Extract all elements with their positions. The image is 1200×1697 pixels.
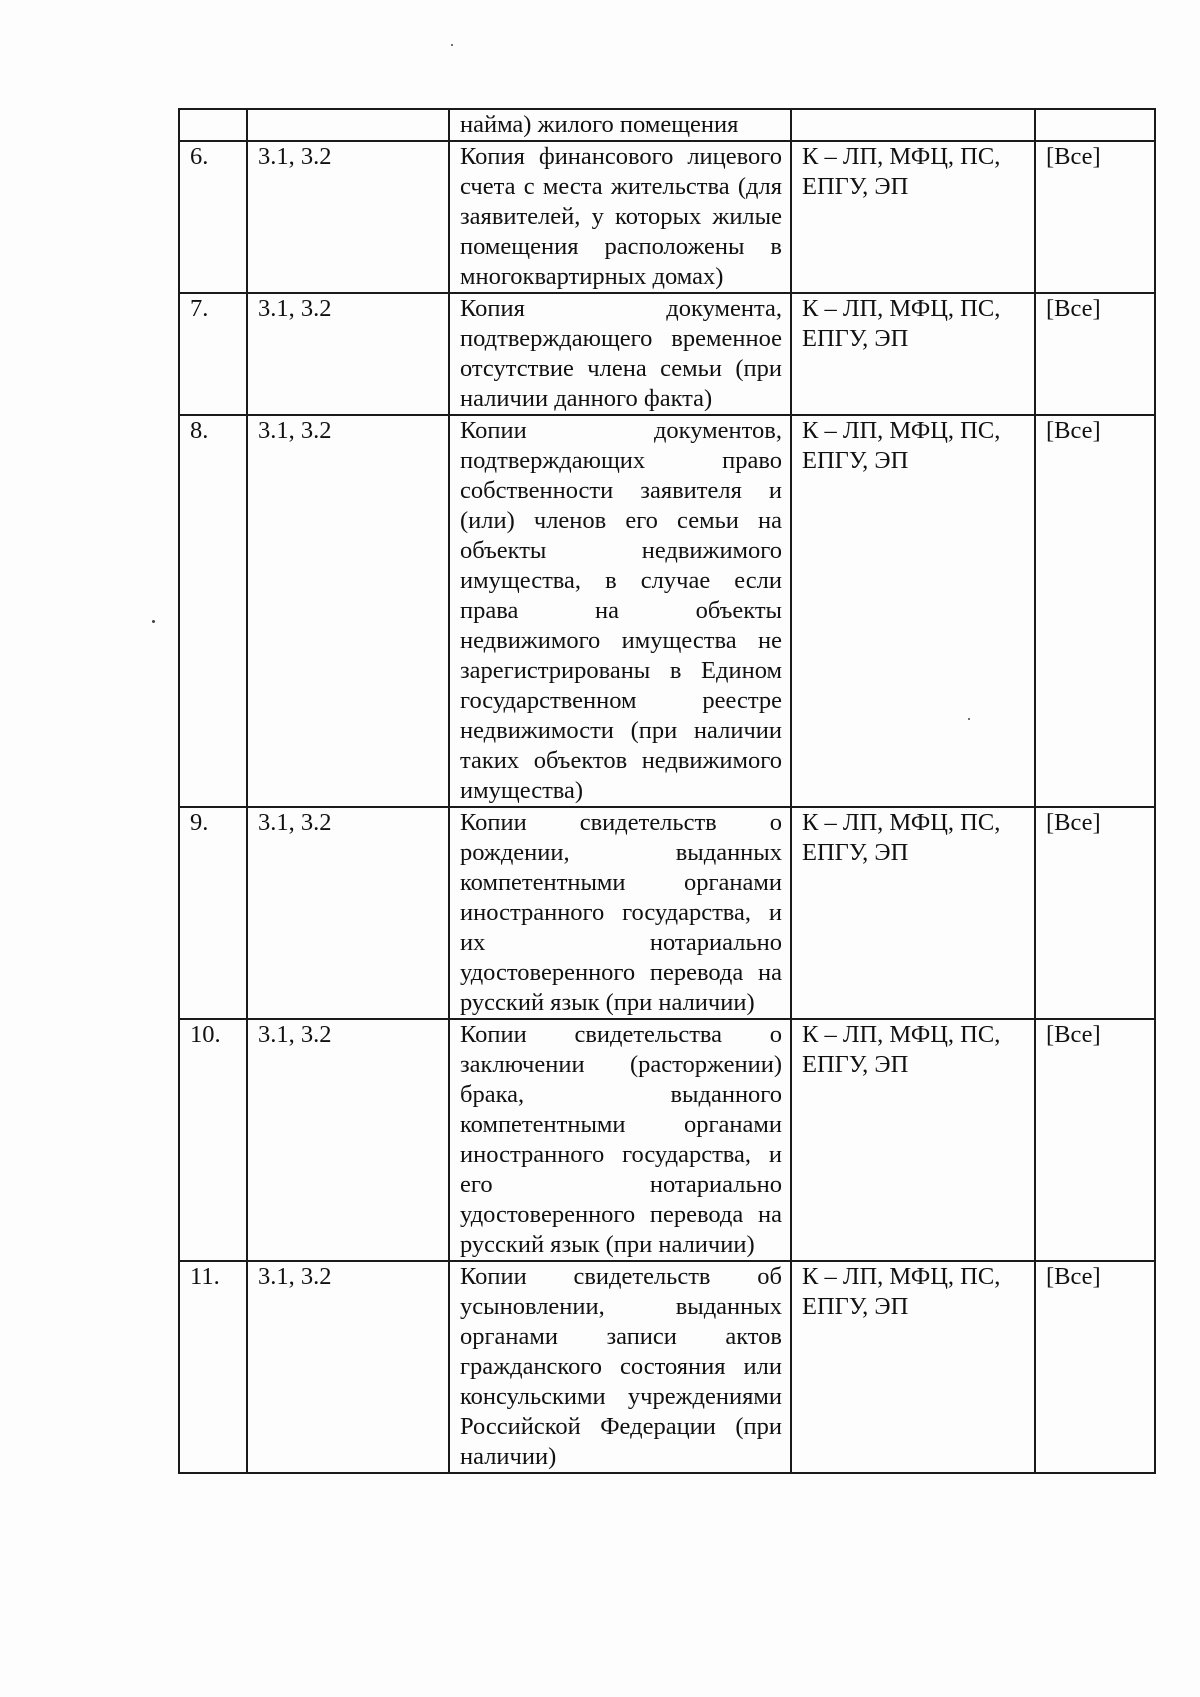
documents-table	[178, 108, 1156, 1474]
table-row	[179, 1019, 1155, 1261]
cell-submission-method: К – ЛП, МФЦ, ПС, ЕПГУ, ЭП	[791, 141, 1035, 293]
cell-scope: [Все]	[1035, 141, 1155, 293]
cell-description: Копии документов, подтверждающих право собственности заявителя и (или) членов его семьи на объекты недвижимого имущества, в случае если права на объекты недвижимого имущества не зарегистрированы в Едином государственном реестре недвижимости (при наличии таких объектов недвижимого имущества)	[449, 415, 791, 807]
cell-reference: 3.1, 3.2	[247, 1261, 449, 1473]
cell-submission-method: К – ЛП, МФЦ, ПС, ЕПГУ, ЭП	[791, 807, 1035, 1019]
table-row	[179, 141, 1155, 293]
cell-reference: 3.1, 3.2	[247, 415, 449, 807]
cell-reference: 3.1, 3.2	[247, 807, 449, 1019]
cell-number: 10.	[179, 1019, 247, 1261]
cell-scope: [Все]	[1035, 1261, 1155, 1473]
cell-scope: [Все]	[1035, 807, 1155, 1019]
table-row	[179, 1261, 1155, 1473]
cell-number: 8.	[179, 415, 247, 807]
scan-speck	[451, 44, 453, 46]
cell-submission-method: К – ЛП, МФЦ, ПС, ЕПГУ, ЭП	[791, 1261, 1035, 1473]
cell-number: 9.	[179, 807, 247, 1019]
cell-description: Копии свидетельства о заключении (расторжении) брака, выданного компетентными органами иностранного государства, и его нотариально удостоверенного перевода на русский язык (при наличии)	[449, 1019, 791, 1261]
scan-speck	[152, 620, 155, 623]
cell-number: 7.	[179, 293, 247, 415]
cell-reference: 3.1, 3.2	[247, 1019, 449, 1261]
cell-reference: 3.1, 3.2	[247, 293, 449, 415]
cell-description: Копии свидетельств о рождении, выданных компетентными органами иностранного государства, и их нотариально удостоверенного перевода на русский язык (при наличии)	[449, 807, 791, 1019]
cell-number: 11.	[179, 1261, 247, 1473]
cell-description: найма) жилого помещения	[449, 109, 791, 141]
table-row	[179, 293, 1155, 415]
cell-submission-method: К – ЛП, МФЦ, ПС, ЕПГУ, ЭП	[791, 415, 1035, 807]
cell-reference	[247, 109, 449, 141]
table-row	[179, 415, 1155, 807]
table-row	[179, 807, 1155, 1019]
cell-submission-method: К – ЛП, МФЦ, ПС, ЕПГУ, ЭП	[791, 1019, 1035, 1261]
cell-description: Копия финансового лицевого счета с места жительства (для заявителей, у которых жилые помещения расположены в многоквартирных домах)	[449, 141, 791, 293]
cell-scope: [Все]	[1035, 1019, 1155, 1261]
cell-description: Копии свидетельств об усыновлении, выданных органами записи актов гражданского состояния или консульскими учреждениями Российской Федерации (при наличии)	[449, 1261, 791, 1473]
table-row-continuation	[179, 109, 1155, 141]
cell-submission-method: К – ЛП, МФЦ, ПС, ЕПГУ, ЭП	[791, 293, 1035, 415]
cell-scope: [Все]	[1035, 293, 1155, 415]
cell-reference: 3.1, 3.2	[247, 141, 449, 293]
cell-scope	[1035, 109, 1155, 141]
cell-description: Копия документа, подтверждающего временное отсутствие члена семьи (при наличии данного факта)	[449, 293, 791, 415]
cell-submission-method	[791, 109, 1035, 141]
cell-scope: [Все]	[1035, 415, 1155, 807]
cell-number	[179, 109, 247, 141]
cell-number: 6.	[179, 141, 247, 293]
